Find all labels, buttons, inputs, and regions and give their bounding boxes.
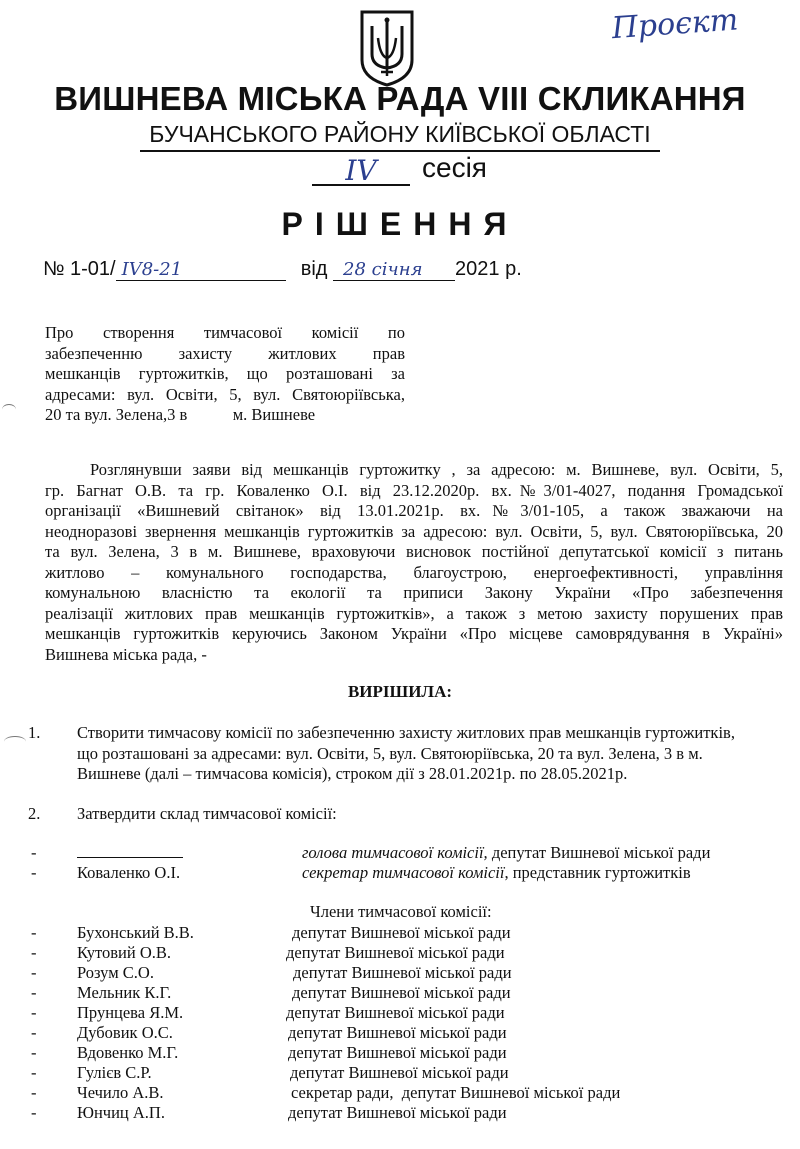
member-row [0,1103,800,1123]
preamble-line: організації «Вишневий світанок» від 13.01.2021р. вх.№3/01-105, а також зважаючи на [45,501,783,520]
member-name: Чечило А.В. [77,1083,164,1102]
secretary-name: Коваленко О.І. [77,863,181,882]
session-number: IV [312,154,410,186]
member-row [0,923,800,943]
margin-mark [2,404,16,415]
header-divider [140,150,660,152]
preamble-line: житлово – комунального господарства, благоустрою, енергоефективності, управління [45,562,783,582]
chair-role-title: голова тимчасової комісії, [302,843,488,862]
member-row [0,983,800,1003]
members-heading: Члени тимчасової комісії: [310,902,492,921]
list-dash: - [31,863,37,882]
member-role: депутат Вишневої міської ради [286,1003,505,1022]
subject-line: Про створення тимчасової комісії по [45,323,405,342]
list-dash: - [31,943,37,962]
member-role: депутат Вишневої міської ради [292,983,511,1002]
member-row [0,1083,800,1103]
member-name: Вдовенко М.Г. [77,1043,179,1062]
list-dash: - [31,843,37,862]
member-row [0,943,800,963]
member-row [0,1003,800,1023]
list-dash: - [31,1083,37,1102]
item-2-text: Затвердити склад тимчасової комісії: [77,804,337,823]
decision-number-line [43,258,522,281]
preamble-line: Розглянувши заяви від мешканців гуртожитку , за адресою: м. Вишневе, вул. Освіти, 5, [90,460,783,479]
member-name: Розум С.О. [77,963,154,982]
date-from-label: від [300,258,328,280]
item-line: Створити тимчасову комісії по забезпеченню захисту житлових прав мешканців гуртожитків, [77,723,735,742]
member-name: Прунцева Я.М. [77,1003,184,1022]
preamble-paragraph [45,460,783,665]
item-number: 2. [28,804,41,823]
list-dash: - [31,1063,37,1082]
member-name: Бухонський В.В. [77,923,194,942]
member-row [0,963,800,983]
member-role: депутат Вишневої міської ради [288,1023,507,1042]
preamble-line: Вишнева міська рада, - [45,644,207,664]
list-dash: - [31,1023,37,1042]
list-dash: - [31,923,37,942]
member-role: депутат Вишневої міської ради [288,1043,507,1062]
secretary-role-title: секретар тимчасової комісії [302,863,505,882]
member-role: депутат Вишневої міської ради [292,923,511,942]
margin-mark [4,736,26,747]
council-title: ВИШНЕВА МІСЬКА РАДА VIII СКЛИКАННЯ [54,80,746,117]
list-dash: - [31,983,37,1002]
list-dash: - [31,963,37,982]
subject-line: 20 та вул. Зелена,3 в м. Вишневе [45,405,316,424]
subject-line: забезпеченню захисту житлових прав [45,343,405,363]
preamble-line: гр. Багнат О.В. та гр. Коваленко О.І. від 23.12.2020р. вх.№3/01-4027, подання Громадської [45,480,783,500]
member-role: секретар ради, депутат Вишневої міської ради [291,1083,621,1102]
list-dash: - [31,1043,37,1062]
member-role: депутат Вишневої міської ради [290,1063,509,1082]
member-name: Дубовик О.С. [77,1023,173,1042]
member-name: Юнчиц А.П. [77,1103,165,1122]
preamble-line: реалізації житлових прав мешканців гуртожитків», а також з метою захисту порушених прав [45,603,783,623]
member-role: депутат Вишневої міської ради [286,943,505,962]
chair-role [302,843,710,863]
preamble-line: неодноразові звернення мешканців гуртожитків за адресою: вул. Освіти, 5, вул. Святоюріївська, 20 [45,521,783,541]
document-type-title: РІШЕННЯ [281,206,519,242]
resolved-heading: ВИРІШИЛА: [347,682,453,701]
session-label: сесія [422,152,487,183]
member-row [0,1023,800,1043]
chair-name-blank [77,843,183,863]
secretary-role-detail: , представник гуртожитків [504,863,691,882]
subject-line: мешканців гуртожитків, що розташовані за [45,364,405,383]
preamble-line: мешканців гуртожитків керуючись Законом України «Про місцеве самоврядування в Україні» [45,624,783,643]
decision-date: 28 січня [343,259,423,280]
list-dash: - [31,1003,37,1022]
secretary-role [302,863,691,883]
member-role: депутат Вишневої міської ради [293,963,512,982]
preamble-line: та вул. Зелена, 3 в м. Вишневе, враховуючи висновок постійної депутатської комісії з питань [45,542,783,561]
preamble-line: комунальною власністю та екології та приписи Закону України «Про забезпечення [45,583,783,602]
number-prefix: № 1-01/ [43,258,116,280]
secretary-row [0,863,800,883]
trident-coat-of-arms-icon [358,8,416,88]
item-1-text [77,723,783,785]
decision-subject [45,323,405,426]
member-row [0,1063,800,1083]
chair-role-detail: депутат Вишневої міської ради [487,843,711,862]
list-dash: - [31,1103,37,1122]
decision-year: 2021 р. [455,258,522,280]
item-line: що розташовані за адресами: вул. Освіти, 5, вул. Святоюріївська, 20 та вул. Зелена, 3 в м. [77,743,703,763]
item-line: Вишневе (далі – тимчасова комісія), строком дії з 28.01.2021р. по 28.05.2021р. [77,764,628,783]
member-row [0,1043,800,1063]
member-name: Гулієв С.Р. [77,1063,152,1082]
member-role: депутат Вишневої міської ради [288,1103,507,1122]
district-subtitle: БУЧАНСЬКОГО РАЙОНУ КИЇВСЬКОЇ ОБЛАСТІ [149,121,651,147]
member-name: Кутовий О.В. [77,943,172,962]
subject-line: адресами: вул. Освіти, 5, вул. Святоюріївська, [45,384,405,404]
item-number: 1. [28,723,41,742]
draft-stamp: Проєкт [610,2,740,47]
chair-row [0,843,800,863]
member-name: Мельник К.Г. [77,983,172,1002]
decision-number: IV8-21 [121,259,183,280]
